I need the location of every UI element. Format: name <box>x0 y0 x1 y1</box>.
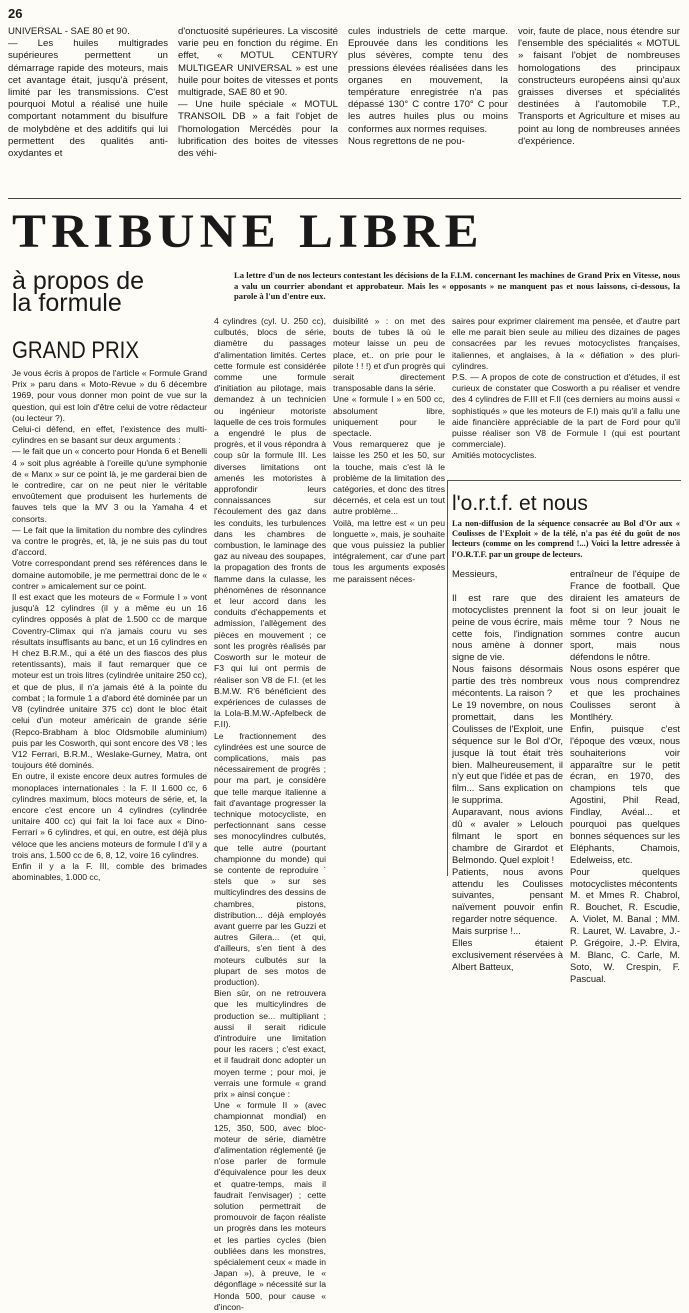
letter-column-1: Messieurs, Il est rare que des motocyclistes prennent la peine de vous écrire, mais cette fois, l'indignation nous amène à donner signe de vie. Nous faisons désormais partie des très nombreux mécontents. La raison ? Le 19 novembre, on nous promettait, dans les Coulisses de l'Exploit, une séquence sur le Bol d'Or, jusque là tout était très bien. Malheureusement, il n'y eut que l'idée et pas de film... Sans explication on le supprima. Auparavant, nous avions dû « avaler » Lelouch filmant le sport en chambre de Girardot et Belmondo. Quel exploit ! Patients, nous avons attendu les Coulisses suivantes, pensant naïvement pouvoir enfin regarder notre séquence. Mais surprise !... Elles étaient exclusivement réservées à Albert Batteux, <box>452 568 563 972</box>
top-column-3: cules industriels de cette marque. Eprouvée dans les conditions les plus sévères, compte tenu des pressions élevées réalisées dans les organes en mouvement, la température enregistrée n'a pas dépassé 130° C contre 170° C pour les autres huiles plus ou moins conformes aux normes requises. Nous regrettons de ne pou- <box>348 26 508 147</box>
top-column-1: UNIVERSAL - SAE 80 et 90. — Les huiles multigrades supérieures permettent un démarrage rapide des moteurs, mais cet avantage était, jusqu'à présent, limité par les transmissions. C'est pourquoi Motul a réalisé une huile comportant notamment du bisulfure de molybdène et des additifs qui lui permettent des qualités anti-oxydantes et <box>8 26 168 160</box>
ortf-box-top-border <box>447 480 681 481</box>
ortf-title: l'o.r.t.f. et nous <box>452 492 588 515</box>
ortf-box-left-border <box>447 480 448 876</box>
letter-column-2: entraîneur de l'équipe de France de football. Que diraient les amateurs de foot si on leur jouait le même tour ? Nous ne sommes contre aucun sport, mais nous défendons le nôtre. Nous osons espérer que vous nous comprendrez et que les prochaines Coulisses seront à Montlhéry. Enfin, puisque c'est l'époque des vœux, nous souhaiterions voir apparaître sur le petit écran, en 1970, des champions tels que Agostini, Phil Read, Findlay, Avéal... et pourquoi pas quelques bonnes séquences sur les Eléphants, Chamois, Edelweiss, etc. Pour quelques motocyclistes mécontents M. et Mmes R. Chabrol, R. Bouchet, R. Escudie, A. Violet, M. Banal ; MM. R. Lauret, W. Lavabre, J.-P. Grégoire, J.-P. Elvira, M. Blanc, C. Carle, M. Soto, W. Crespin, F. Pascual. <box>570 568 680 984</box>
ortf-intro: La non-diffusion de la séquence consacrée au Bol d'Or aux « Coulisses de l'Exploit » de la télé, n'a pas été du goût de nos lecteurs (comme on les comprend !...) Voici la lettre adressée à l'O.R.T.F. par un groupe de lecteurs. <box>452 519 680 559</box>
article-column-4: saires pour exprimer clairement ma pensée, et d'autre part elle me parait bien seule au milieu des dizaines de pages consacrées par les revues motocyclistes françaises, italiennes, et anglaises, à la « défiation » des pluri-cylindres. P.S. — A propos de cote de construction et d'études, il est curieux de constater que Cosworth a pu réaliser et vendre des 4 cylindres de F.III et F.II (ces derniers au moins aussi « sophistiqués » que les moteurs de F.I) mais qu'il a fallu une aide financière appréciable de la part de Ford pour qu'il puisse réaliser son V8 de Formule I (qui est pourtant commerciale). Amitiés motocyclistes. <box>452 316 680 461</box>
article-heading: à propos de la formule <box>12 267 145 317</box>
top-column-4: voir, faute de place, nous étendre sur l'ensemble des spécialités « MOTUL » faisant l'objet de nombreuses homologations des principaux constructeurs européens ainsi qu'aux graisses diverses et spécialités destinées à l'automobile T.P., Transports et Agriculture et mises au point au long de nombreuses années d'expérience. <box>518 26 680 147</box>
top-column-2: d'onctuosité supérieures. La viscosité varie peu en fonction du régime. En effet, « MOTUL CENTURY MULTIGEAR UNIVERSAL » est une huile pour boites de vitesses et ponts multigrade, SAE 80 et 90. — Une huile spéciale « MOTUL TRANSOIL DB » a fait l'objet de l'homologation Mercédès pour la lubrification des boites de vitesses des véhi- <box>178 26 338 160</box>
section-divider <box>8 198 681 199</box>
article-column-3: duisibilité » : on met des bouts de tubes là où le moteur laisse un peu de place, et.. on prie pour le pilote ! ! !) et d'un progrès qui serait directement transposable dans la série. Une « formule I » en 500 cc, absolument libre, uniquement pour le spectacle. Vous remarquerez que je laisse les 250 et les 50, sur la touche, mais c'est là le problème de la limitation des catégories, et donc des titres décernés, et cela est un tout autre problème... Voilà, ma lettre est « un peu longuette », mais, je souhaite que vous puissiez la publier intégralement, car d'une part tous les arguments exposés me paraissent néces- <box>333 316 445 584</box>
article-heading-grand-prix: GRAND PRIX <box>12 337 139 364</box>
page-number: 26 <box>8 6 23 21</box>
article-column-2: 4 cylindres (cyl. U. 250 cc), culbutés, blocs de série, diamètre du passages d'alimentation limités. Certes cette formule est considérée comme une formule d'initiation au pilotage, mais demandez à un technicien ou ingénieur motoriste laquelle de ces trois formules a engendré le plus de progrès, et il vous répondra à coup sûr la formule III. Les diverses limitations ont amenés les motoristes à approfondir leurs connaissances sur l'écoulement des gaz dans les conduits, les turbulences dans les chambres de combustion, le laminage des gaz au niveau des soupapes, la propagation des fronts de flamme dans la culasse, les phénomènes de résonnance et leur accord dans les conduits d'échappements et admission, l'allègement des pièces en mouvement ; ce sont les progrès réalisés par Cosworth sur le moteur de F3 qui lui ont permis de réaliser son V8 de F.I. (et les B.M.W. R'6 bénéficient des expériences de culasses de la Lola-B.M.W.-Apfelbeck de F.II). Le fractionnement des cylindrées est une source de complications, mais pas nécessairement de progrès ; pour ma part, je considère que telle marque italienne a fait d'avantage progresser la technique motocycliste, en perfectionnant sans cesse ses monocylindres culbutés, que telle autre (pourtant championne du monde) qui se contente de reproduire ` stels que » sur ses multicylindres des dessins de chambres, pistons, distribution... déjà employés avant guerre par les Guzzi et autres Gilera... (et qui, d'ailleurs, s'en tient à des moteurs culbutés sur la plupart de ses motos de production). Bien sûr, on ne retrouvera que les multicylindres de production se... multipliant ; aussi il serait ridicule d'introduire une limitation pour les racers ; c'est exact, et il faudrait donc adopter un moyen terme ; pour moi, je verrais une formule « grand prix » ainsi conçue : Une « formule II » (avec championnat mondial) en 125, 350, 500, avec bloc-moteur de série, diamètre d'alimentation réglementé (je n'ose parler de formule d'équivalence pour les deux et quatre-temps, mais il faudrait l'envisager) ; cette solution permettrait de promouvoir de façon réaliste un progrès dans les moteurs et les parties cycles (bien oubliées dans les monstres, spécialement ceux « made in Japan »), à preuve, le « dégonflage » nécessité sur la Honda 500, pour cause « d'incon- <box>214 316 326 1312</box>
tribune-libre-title: TRIBUNE LIBRE <box>12 205 484 258</box>
article-intro: La lettre d'un de nos lecteurs contestant les décisions de la F.I.M. concernant les machines de Grand Prix en Vitesse, nous a valu un courrier abondant et approbateur. Mais les « opposants » ne manquent pas et nous laissons, ci-dessous, la parole à l'un d'entre eux. <box>234 270 680 301</box>
article-column-1: Je vous écris à propos de l'article « Formule Grand Prix » paru dans « Moto-Revue » du 6 décembre 1969, pour vous donner mon point de vue sur la question, qui est loin d'être celui de votre rédacteur (ou lecteur ?). Celui-ci défend, en effet, l'existence des multi-cylindres en se basant sur deux arguments : — le fait que un « concerto pour Honda 6 et Benelli 4 » soit plus agréable à l'oreille qu'une symphonie de « Manx » sur ce point là, je me garderai bien de le contredire, car on ne peut nier le véritable envoûtement que produisent les hurlements de fauves tels que la MV 3 ou la Yamaha 4 et consorts. — Le fait que la limitation du nombre des cylindres va contre le progrès, et, là, je ne suis pas du tout d'accord. Votre correspondant prend ses références dans le domaine automobile, je me permettrai donc de le « contrer » amicalement sur ce point. Il est exact que les moteurs de « Formule I » vont jusqu'à 12 cylindres (il y a même eu un 16 cylindres opposés à plat de 1.500 cc de marque Coventry-Climax qui n'a jamais couru vu ses résultats insuffisants au banc, et un 16 cylindres en H chez B.R.M., qui a été un des fiascos des plus retentissants), mais il faut remarquer que ce moteur est un trois litres (cylindrée unitaire 250 cc), et que de plus, il n'a jamais été à la pointe du combat ; la formule 1 a d'abord été dominée par un V8 (cylindrée unitaire 375 cc) dont le bloc était celui d'un moteur américain de grande série (Repco-Brabham à bloc Oldsmobile aluminium) puis par les Cosworth, qui sont encore des V8 ; les V12 Ferrari, B.R.M., Weslake-Gurney, Matra, ont toujours été dominés. En outre, il existe encore deux autres formules de monoplaces internationales : la F. II 1.600 cc, 6 cylindres maximum, blocs moteurs de série, et, la encore c'est encore un 4 cylindres (cylindrée unitaire 400 cc) qui fait la loi face aux « Dino-Ferrari » 6 cylindres, et qui, en outre, est déjà plus véloce que les anciens moteurs de formule I d'il y a trois ans, 1.500 cc de 6, 8, 12, voire 16 cylindres. Enfin il y a la F. III, comble des brimades abominables, 1.000 cc, <box>12 368 207 883</box>
